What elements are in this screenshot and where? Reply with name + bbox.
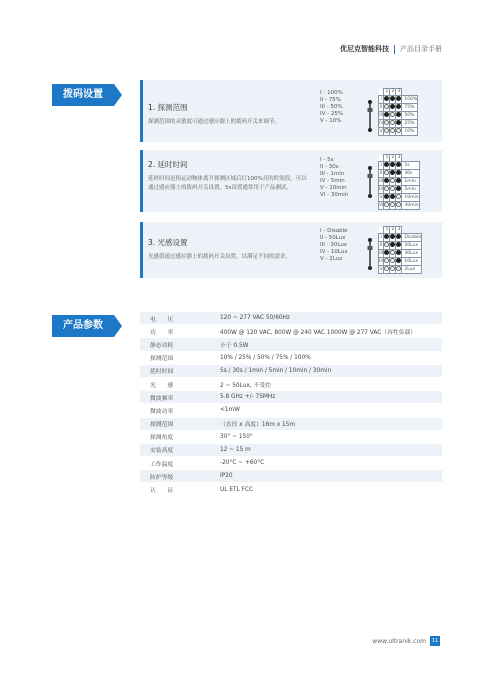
- dip-row: [379, 250, 422, 258]
- row-numeral: II: [379, 170, 383, 176]
- row-numeral: I: [379, 234, 384, 242]
- option-item: V - 10%: [320, 118, 342, 124]
- switch-cell: [390, 96, 396, 104]
- switch-on-dot: [396, 170, 401, 175]
- switch-cell: [396, 242, 402, 250]
- row-value: 30s: [402, 170, 419, 178]
- switch-number: 1: [385, 89, 389, 94]
- switch-cell: [396, 250, 402, 258]
- switch-on-dot: [384, 178, 389, 183]
- spec-key: 防护等级: [150, 474, 174, 481]
- switch-cell: [396, 266, 402, 274]
- option-item: II - 75%: [320, 97, 341, 103]
- spec-value: 120 ~ 277 VAC 50/60Hz: [220, 315, 290, 322]
- switch-on-dot: [390, 234, 395, 239]
- switch-off-dot: [390, 120, 395, 125]
- section-tag-specs: 产品参数: [52, 315, 114, 337]
- card-accent-bar: [140, 222, 143, 278]
- spec-key: 光 感: [150, 382, 174, 389]
- page-header: [340, 44, 442, 54]
- row-numeral: IV: [379, 186, 384, 192]
- catalog-title: 产品目录手册: [400, 45, 442, 53]
- switch-off-dot: [390, 128, 395, 133]
- row-value: 10min: [402, 194, 419, 202]
- spec-key: 静态功耗: [150, 342, 174, 349]
- row-value: 50Lux: [402, 242, 422, 250]
- dip-card-3: [140, 222, 442, 278]
- card-accent-bar: [140, 80, 143, 142]
- dip-row: [379, 258, 422, 266]
- spec-value: （直径 x 高度）16m x 15m: [220, 422, 296, 429]
- section-tag-dip-settings: 拨码设置: [52, 84, 114, 106]
- option-item: III - 1min: [320, 171, 345, 177]
- row-value: 10%: [402, 128, 418, 136]
- dip-row: [379, 120, 418, 128]
- dip-switch-table: [378, 88, 418, 136]
- row-value: 30Lux: [402, 250, 422, 258]
- option-item: II - 50Lux: [320, 235, 346, 241]
- option-list: [320, 228, 348, 263]
- header-blank: [402, 227, 422, 234]
- spec-key: 微波频率: [150, 395, 174, 402]
- spec-row: [140, 470, 442, 483]
- spec-value: 5.8 GHz +/- 75MHz: [220, 394, 276, 401]
- dip-switch-table: [378, 154, 420, 210]
- spec-key: 延时时间: [150, 369, 174, 376]
- option-item: I - 5s: [320, 157, 334, 163]
- switch-cell: [390, 186, 396, 194]
- switch-on-dot: [396, 258, 401, 263]
- option-item: V - 2Lux: [320, 256, 343, 262]
- spec-row: [140, 325, 442, 338]
- switch-on-dot: [396, 186, 401, 191]
- switch-cell: [396, 234, 402, 242]
- card-title: 2. 延时时间: [148, 160, 188, 169]
- row-value: 2Lux: [402, 266, 422, 274]
- switch-off-dot: [390, 202, 395, 207]
- switch-cell: [396, 96, 402, 104]
- option-item: IV - 25%: [320, 111, 344, 117]
- spec-value: 12 ~ 15 m: [220, 446, 251, 453]
- switch-cell: [390, 128, 396, 136]
- row-value: 50%: [402, 112, 418, 120]
- switch-off-dot: [384, 104, 389, 109]
- switch-on-dot: [384, 194, 389, 199]
- page-footer: [372, 636, 440, 646]
- switch-number: 3: [397, 89, 401, 94]
- switch-off-dot: [396, 202, 401, 207]
- switch-on-dot: [396, 242, 401, 247]
- dip-switch-icon: [366, 98, 374, 134]
- row-numeral: II: [379, 242, 383, 248]
- switch-cell: [390, 234, 396, 242]
- switch-off-dot: [396, 194, 401, 199]
- switch-cell: [384, 194, 390, 202]
- dip-row: [379, 178, 420, 186]
- website-url: www.ultranik.com: [372, 637, 426, 645]
- spec-row: [140, 483, 442, 496]
- spec-table: [140, 312, 442, 497]
- spec-value: <1mW: [220, 407, 240, 414]
- row-numeral: III: [379, 250, 384, 256]
- switch-on-dot: [396, 120, 401, 125]
- switch-cell: [390, 250, 396, 258]
- dip-switch-icon: [366, 236, 374, 272]
- switch-on-dot: [390, 170, 395, 175]
- switch-cell: [384, 250, 390, 258]
- row-value: 10Lux: [402, 258, 422, 266]
- switch-cell: [396, 112, 402, 120]
- spec-key: 探测范围: [150, 422, 174, 429]
- switch-on-dot: [396, 234, 401, 239]
- switch-on-dot: [390, 162, 395, 167]
- row-numeral: IV: [379, 120, 384, 126]
- switch-on-dot: [390, 96, 395, 101]
- spec-row: [140, 312, 442, 325]
- spec-key: 探测角度: [150, 435, 174, 442]
- row-numeral: V: [379, 128, 383, 134]
- switch-off-dot: [384, 242, 389, 247]
- switch-off-dot: [396, 266, 401, 271]
- switch-cell: [384, 202, 390, 210]
- switch-cell: [390, 120, 396, 128]
- option-item: III - 50%: [320, 104, 343, 110]
- row-value: 1min: [402, 178, 419, 186]
- switch-cell: [384, 258, 390, 266]
- row-value: 100%: [402, 96, 418, 104]
- dip-row: [379, 112, 418, 120]
- switch-cell: [390, 162, 396, 170]
- switch-cell: [396, 202, 402, 210]
- card-accent-bar: [140, 150, 143, 212]
- spec-value: 5s / 30s / 1min / 5min / 10min / 30min: [220, 367, 332, 374]
- switch-cell: [396, 170, 402, 178]
- header-blank: [402, 89, 418, 96]
- option-item: III - 30Lux: [320, 242, 348, 248]
- switch-cell: [390, 178, 396, 186]
- switch-on-dot: [390, 194, 395, 199]
- row-numeral: III: [379, 112, 384, 118]
- switch-off-dot: [384, 186, 389, 191]
- spec-row: [140, 391, 442, 404]
- switch-cell: [390, 104, 396, 112]
- switch-number: 3: [397, 227, 401, 232]
- spec-row: [140, 352, 442, 365]
- spec-key: 探测范围: [150, 356, 174, 363]
- switch-off-dot: [390, 258, 395, 263]
- dip-row: [379, 242, 422, 250]
- switch-cell: [396, 178, 402, 186]
- switch-off-dot: [390, 112, 395, 117]
- spec-row: [140, 378, 442, 391]
- card-title: 3. 光感设置: [148, 238, 188, 247]
- switch-number: 2: [391, 89, 395, 94]
- row-value: 30min: [402, 202, 419, 210]
- switch-off-dot: [396, 128, 401, 133]
- spec-key: 功 率: [150, 329, 174, 336]
- dip-switch-icon: [366, 164, 374, 200]
- switch-cell: [390, 266, 396, 274]
- spec-value: 小于 0.5W: [220, 342, 249, 349]
- option-item: I - 100%: [320, 90, 343, 96]
- switch-off-dot: [390, 178, 395, 183]
- spec-key: 安装高度: [150, 448, 174, 455]
- switch-cell: [390, 194, 396, 202]
- header-divider: [394, 45, 395, 54]
- row-numeral: IV: [379, 258, 384, 264]
- switch-off-dot: [384, 170, 389, 175]
- switch-cell: [390, 242, 396, 250]
- spec-value: 2 ~ 50Lux, 不受控: [220, 382, 271, 389]
- switch-off-dot: [390, 266, 395, 271]
- switch-cell: [390, 258, 396, 266]
- switch-on-dot: [396, 112, 401, 117]
- switch-cell: [384, 266, 390, 274]
- row-value: 5s: [402, 162, 419, 170]
- switch-off-dot: [384, 128, 389, 133]
- dip-row: [379, 194, 420, 202]
- option-item: I - Disable: [320, 228, 348, 234]
- dip-switch-table: [378, 226, 422, 274]
- spec-key: 电 压: [150, 316, 174, 323]
- dip-row: [379, 170, 420, 178]
- row-value: 5min: [402, 186, 419, 194]
- spec-row: [140, 431, 442, 444]
- row-numeral: V: [379, 194, 383, 200]
- switch-on-dot: [396, 162, 401, 167]
- switch-cell: [384, 186, 390, 194]
- row-numeral: VI: [379, 202, 384, 208]
- switch-cell: [384, 170, 390, 178]
- switch-cell: [396, 162, 402, 170]
- dip-card-1: [140, 80, 442, 142]
- spec-value: UL ETL FCC: [220, 486, 254, 493]
- dip-row: [379, 162, 420, 170]
- switch-off-dot: [390, 186, 395, 191]
- switch-on-dot: [384, 112, 389, 117]
- card-title: 1. 探测范围: [148, 103, 188, 112]
- switch-on-dot: [384, 162, 389, 167]
- row-numeral: II: [379, 104, 383, 110]
- option-item: IV - 5min: [320, 178, 345, 184]
- spec-key: 微波功率: [150, 408, 174, 415]
- switch-on-dot: [396, 178, 401, 183]
- dip-row: [379, 186, 420, 194]
- switch-cell: [396, 120, 402, 128]
- card-description: 探测范围的灵敏度可通过感应器上的拨码开关来调节。: [148, 119, 281, 125]
- switch-cell: [396, 128, 402, 136]
- card-description: 延时时间是指运动物体离开探测区域后灯100%亮的时间段，可以通过感应器上的拨码开关设置。5s设置通常用于产品测试。: [148, 176, 307, 191]
- switch-on-dot: [396, 250, 401, 255]
- dip-row: [379, 104, 418, 112]
- switch-number: 2: [391, 227, 395, 232]
- row-value: 25%: [402, 120, 418, 128]
- spec-key: 认 证: [150, 488, 174, 495]
- card-description: 光感值通过感应器上的拨码开关设置，以满足不同的需求。: [148, 254, 292, 260]
- switch-cell: [384, 162, 390, 170]
- spec-key: 工作温度: [150, 461, 174, 468]
- option-item: II - 30s: [320, 164, 339, 170]
- switch-cell: [384, 96, 390, 104]
- switch-off-dot: [384, 202, 389, 207]
- switch-number: 3: [397, 155, 401, 160]
- switch-cell: [384, 234, 390, 242]
- switch-number: 1: [385, 155, 389, 160]
- option-list: [320, 157, 348, 199]
- switch-on-dot: [390, 242, 395, 247]
- spec-row: [140, 365, 442, 378]
- switch-on-dot: [396, 96, 401, 101]
- option-list: [320, 90, 343, 125]
- row-numeral: V: [379, 266, 383, 272]
- spec-value: 30° ~ 150°: [220, 433, 253, 440]
- switch-cell: [390, 170, 396, 178]
- switch-off-dot: [384, 120, 389, 125]
- switch-cell: [384, 104, 390, 112]
- row-numeral: I: [379, 162, 384, 170]
- switch-cell: [396, 258, 402, 266]
- row-numeral: III: [379, 178, 384, 184]
- switch-cell: [384, 178, 390, 186]
- dip-card-2: [140, 150, 442, 212]
- option-item: IV - 10Lux: [320, 249, 348, 255]
- spec-row: [140, 444, 442, 457]
- switch-cell: [384, 128, 390, 136]
- spec-value: 400W @ 120 VAC, 800W @ 240 VAC 1000W @ 277 VAC（容性负载）: [220, 329, 417, 336]
- spec-row: [140, 404, 442, 417]
- switch-cell: [384, 242, 390, 250]
- switch-cell: [390, 202, 396, 210]
- switch-cell: [390, 112, 396, 120]
- row-value: 75%: [402, 104, 418, 112]
- switch-off-dot: [390, 250, 395, 255]
- dip-row: [379, 234, 422, 242]
- spec-row: [140, 418, 442, 431]
- spec-row: [140, 457, 442, 470]
- switch-on-dot: [384, 96, 389, 101]
- dip-row: [379, 128, 418, 136]
- header-blank: [402, 155, 419, 162]
- switch-on-dot: [396, 104, 401, 109]
- spec-value: IP20: [220, 473, 233, 480]
- switch-number: 2: [391, 155, 395, 160]
- option-item: V - 10min: [320, 185, 347, 191]
- dip-row: [379, 96, 418, 104]
- switch-cell: [396, 186, 402, 194]
- spec-value: 10% / 25% / 50% / 75% / 100%: [220, 354, 311, 361]
- dip-row: [379, 266, 422, 274]
- switch-cell: [396, 194, 402, 202]
- switch-cell: [384, 120, 390, 128]
- option-item: VI - 30min: [320, 192, 349, 198]
- switch-off-dot: [384, 266, 389, 271]
- brand-name: 优尼克智能科技: [340, 45, 389, 53]
- spec-row: [140, 338, 442, 351]
- switch-on-dot: [384, 250, 389, 255]
- switch-on-dot: [384, 234, 389, 239]
- row-numeral: I: [379, 96, 384, 104]
- spec-value: -20°C ~ +60°C: [220, 460, 265, 467]
- row-value: Disable: [402, 234, 422, 242]
- switch-number: 1: [385, 227, 389, 232]
- switch-off-dot: [384, 258, 389, 263]
- dip-row: [379, 202, 420, 210]
- switch-cell: [396, 104, 402, 112]
- switch-on-dot: [390, 104, 395, 109]
- page-number: 11: [431, 638, 439, 644]
- switch-cell: [384, 112, 390, 120]
